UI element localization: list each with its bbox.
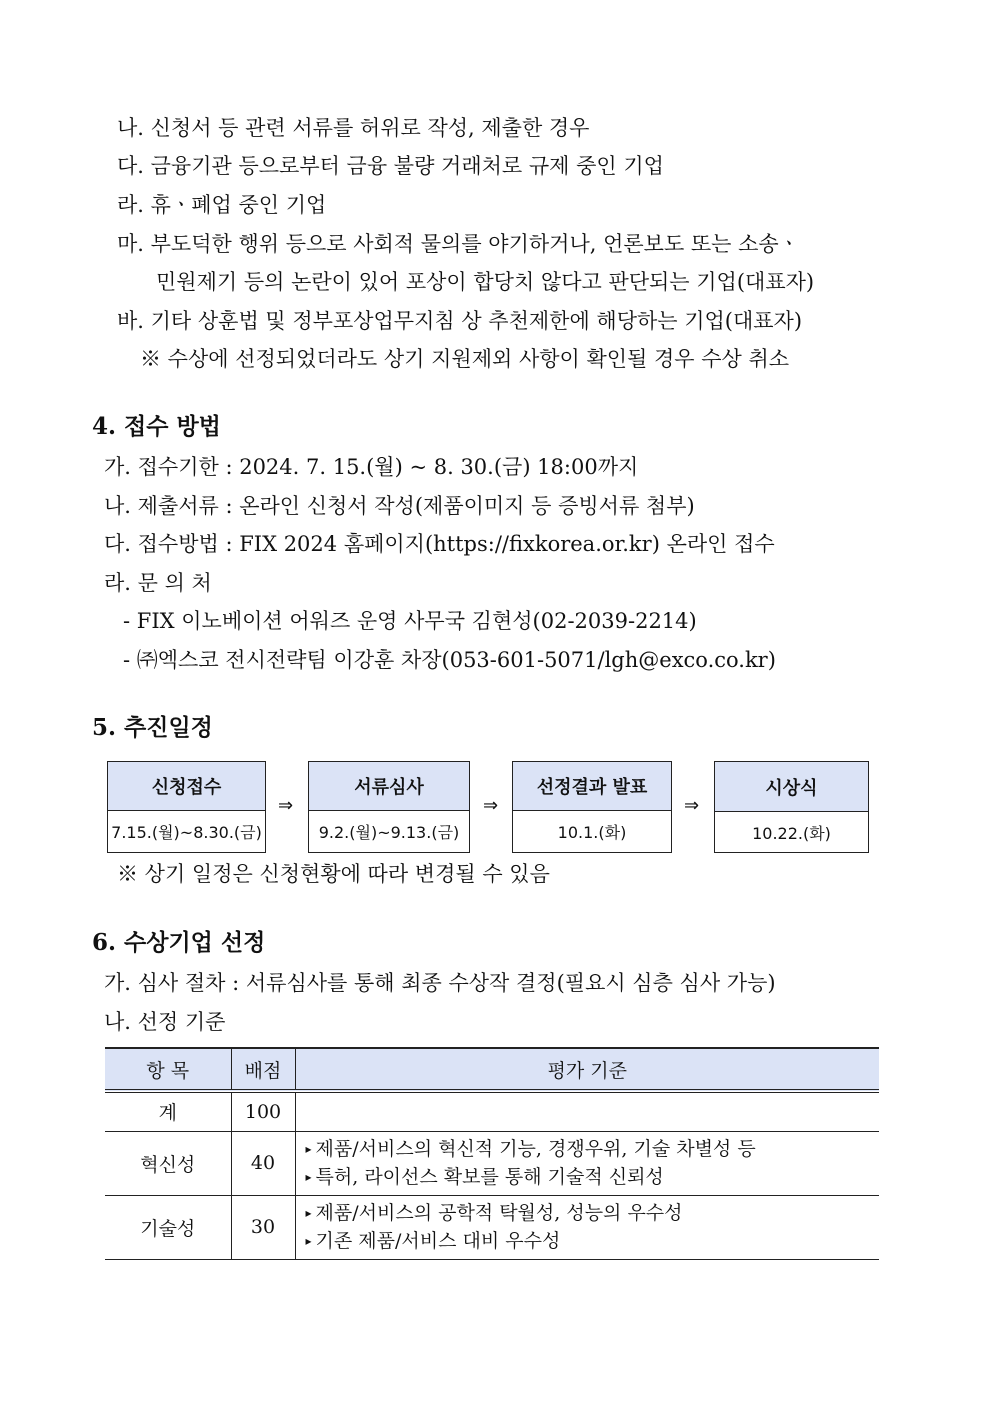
contact-secretariat: - FIX 이노베이션 어워즈 운영 사무국 김현성(02-2039-2214) [123, 609, 697, 633]
table-row [105, 1195, 879, 1259]
section5-title: 5. 추진일정 [92, 714, 213, 741]
criteria-line: ▸ 특허, 라이선스 확보를 통해 기술적 신뢰성 [305, 1166, 664, 1188]
row-criteria [295, 1091, 879, 1131]
header-score: 배점 [231, 1048, 295, 1091]
schedule-step-label: 서류심사 [309, 762, 469, 811]
section6-title: 6. 수상기업 선정 [92, 929, 266, 956]
criteria-line: ▸ 제품/서비스의 혁신적 기능, 경쟁우위, 기술 차별성 등 [305, 1138, 756, 1160]
section4-item-deadline: 가. 접수기한 : 2024. 7. 15.(월) ~ 8. 30.(금) 18:00까지 [104, 455, 639, 479]
schedule-note: ※ 상기 일정은 신청현황에 따라 변경될 수 있음 [117, 862, 550, 886]
header-item: 항 목 [105, 1048, 231, 1091]
schedule-arrow-icon: ⇒ [483, 795, 499, 816]
bullet-icon: ▸ [305, 1206, 312, 1220]
schedule-step-label: 시상식 [715, 762, 868, 812]
section6-item-criteria: 나. 선정 기준 [104, 1010, 226, 1034]
schedule-step-announcement [512, 761, 672, 853]
row-item: 기술성 [105, 1195, 231, 1259]
contact-exco: - ㈜엑스코 전시전략팀 이강훈 차장(053-601-5071/lgh@exco.co.kr) [123, 648, 776, 672]
selection-criteria-table [105, 1047, 879, 1260]
schedule-step-date: 9.2.(월)~9.13.(금) [318, 823, 460, 842]
row-score: 100 [231, 1091, 295, 1131]
schedule-step-application [107, 761, 266, 853]
table-header-row [105, 1048, 879, 1091]
bullet-icon: ▸ [305, 1170, 312, 1184]
schedule-arrow-icon: ⇒ [684, 795, 700, 816]
criteria-line: ▸ 기존 제품/서비스 대비 우수성 [305, 1230, 561, 1252]
schedule-step-date: 7.15.(월)~8.30.(금) [111, 823, 262, 842]
section4-title: 4. 접수 방법 [92, 413, 221, 440]
exclusion-item-ra: 라. 휴ㆍ폐업 중인 기업 [117, 193, 327, 217]
row-item: 계 [105, 1091, 231, 1131]
schedule-step-label: 선정결과 발표 [513, 762, 671, 811]
schedule-arrow-icon: ⇒ [278, 795, 294, 816]
schedule-step-ceremony [714, 761, 869, 853]
exclusion-item-ba: 바. 기타 상훈법 및 정부포상업무지침 상 추천제한에 해당하는 기업(대표자) [117, 309, 803, 333]
criteria-line: ▸ 제품/서비스의 공학적 탁월성, 성능의 우수성 [305, 1202, 683, 1224]
section4-item-method: 다. 접수방법 : FIX 2024 홈페이지(https://fixkorea.or.kr) 온라인 접수 [104, 532, 775, 556]
exclusion-item-ma-cont: 민원제기 등의 논란이 있어 포상이 합당치 않다고 판단되는 기업(대표자) [156, 270, 815, 294]
section4-item-contact: 라. 문 의 처 [104, 571, 212, 595]
bullet-icon: ▸ [305, 1234, 312, 1248]
schedule-step-date: 10.1.(화) [557, 823, 627, 842]
table-row [105, 1091, 879, 1131]
row-item: 혁신성 [105, 1131, 231, 1195]
schedule-step-review [308, 761, 470, 853]
row-score: 40 [231, 1131, 295, 1195]
row-criteria [295, 1195, 879, 1259]
table-row [105, 1131, 879, 1195]
row-criteria [295, 1131, 879, 1195]
exclusion-item-da: 다. 금융기관 등으로부터 금융 불량 거래처로 규제 중인 기업 [117, 154, 664, 178]
exclusion-note: ※ 수상에 선정되었더라도 상기 지원제외 사항이 확인될 경우 수상 취소 [140, 347, 790, 371]
section4-item-documents: 나. 제출서류 : 온라인 신청서 작성(제품이미지 등 증빙서류 첨부) [104, 494, 695, 518]
section6-item-procedure: 가. 심사 절차 : 서류심사를 통해 최종 수상작 결정(필요시 심층 심사 가능) [104, 971, 776, 995]
exclusion-item-ma: 마. 부도덕한 행위 등으로 사회적 물의를 야기하거나, 언론보도 또는 소송ㆍ [117, 232, 800, 256]
exclusion-item-na: 나. 신청서 등 관련 서류를 허위로 작성, 제출한 경우 [117, 116, 590, 140]
row-score: 30 [231, 1195, 295, 1259]
header-criteria: 평가 기준 [295, 1048, 879, 1091]
schedule-step-label: 신청접수 [108, 762, 265, 811]
bullet-icon: ▸ [305, 1142, 312, 1156]
schedule-step-date: 10.22.(화) [752, 823, 831, 843]
